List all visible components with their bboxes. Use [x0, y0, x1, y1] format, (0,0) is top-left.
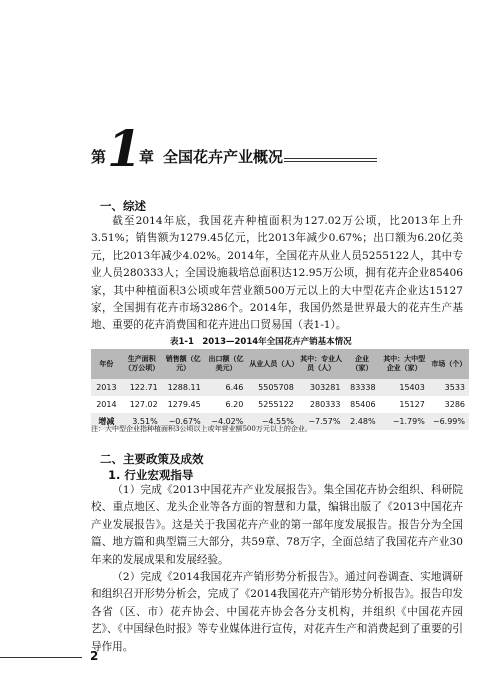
- overview-text: 截至2014年底，我国花卉种植面积为127.02万公顷，比2013年上升3.51%；销售额为1279.45亿元，比2013年减少0.67%；出口额为6.20亿美元，比2013年减少4.02%。2014年，全国花卉从业人员5255122人，其中专业人员280333人；全国设施栽培总面积达12.95万公顷，拥有花卉企业85406家，其中种植面积3公顷或年营业额500万元以上的大中型花卉企业达15127家，全国拥有花卉市场3286个。2014年，我国仍然是世界最大的花卉生产基地、重要的花卉消费国和花卉进出口贸易国（表1-1）。: [91, 215, 463, 332]
- table-cell: 303281: [298, 379, 345, 396]
- footer-rule: [0, 657, 82, 658]
- table-header-cell: 销售额（亿元）: [162, 349, 205, 379]
- table-cell: −0.67%: [162, 413, 205, 430]
- table-cell: 2.48%: [344, 413, 379, 430]
- table-header-row: [91, 349, 469, 379]
- table-cell: 增减: [91, 413, 122, 430]
- table-caption: 表1-1 2013—2014年全国花卉产销基本情况: [170, 337, 352, 347]
- table-cell: −4.55%: [247, 413, 297, 430]
- table-cell: −1.79%: [380, 413, 429, 430]
- table-cell: −6.99%: [429, 413, 469, 430]
- table-note: 注：大中型企业指种植面积3公顷以上或年营业额500万元以上的企业。: [91, 425, 312, 433]
- chapter-title: 全国花卉产业概况: [163, 148, 284, 166]
- table-cell: 127.02: [122, 396, 162, 413]
- table-header-cell: 年份: [91, 349, 122, 379]
- chapter-rule-lower: [284, 161, 377, 162]
- table-header-cell: 其中：大中型企业（家）: [380, 349, 429, 379]
- table-cell: 15127: [380, 396, 429, 413]
- chapter-suffix: 章: [139, 148, 155, 166]
- table-cell: 6.20: [205, 396, 248, 413]
- table-cell: 83338: [344, 379, 379, 396]
- chapter-rule: [284, 158, 377, 159]
- table-cell: −7.57%: [298, 413, 345, 430]
- table-cell: −4.02%: [205, 413, 248, 430]
- table-cell: 122.71: [122, 379, 162, 396]
- table-cell: 280333: [298, 396, 345, 413]
- chapter-prefix: 第: [91, 148, 107, 166]
- table-cell: 3286: [429, 396, 469, 413]
- policy-paragraph-1: （1）完成《2013中国花卉产业发展报告》。集全国花卉协会组织、科研院校、重点地区、龙头企业等各方面的智慧和力量，编辑出版了《2013中国花卉产业发展报告》。这是关于我国花卉产业的第一部年度发展报告。报告分为全国篇、地方篇和典型篇三大部分，共59章、78万字，全面总结了我国花卉产业30年来的发展成果和发展经验。: [91, 484, 463, 566]
- page-number: 2: [90, 649, 99, 663]
- table-cell: 5255122: [247, 396, 297, 413]
- overview-paragraph: [91, 213, 463, 335]
- table-cell: 15403: [380, 379, 429, 396]
- subsection-heading: 1. 行业宏观指导: [108, 468, 194, 482]
- table-header-cell: 出口额（亿美元）: [205, 349, 248, 379]
- policy-paragraph-2: （2）完成《2014我国花卉产销形势分析报告》。通过问卷调查、实地调研和组织召开形势分析会，完成了《2014我国花卉产销形势分析报告》。报告印发各省（区、市）花卉协会、中国花卉协会各分支机构，并组织《中国花卉园艺》、《中国绿色时报》等专业媒体进行宣传，对花卉生产和消费起到了重要的引导作用。: [91, 571, 463, 653]
- table-cell: 3.51%: [122, 413, 162, 430]
- table-row: [91, 379, 469, 396]
- table-header-cell: 从业人员（人）: [247, 349, 297, 379]
- table-header-cell: 生产面积（万公顷）: [122, 349, 162, 379]
- table-header-cell: 企业（家）: [344, 349, 379, 379]
- table-header-cell: 其中：专业人员（人）: [298, 349, 345, 379]
- table-cell: 5505708: [247, 379, 297, 396]
- table-cell: 85406: [344, 396, 379, 413]
- table-cell: 6.46: [205, 379, 248, 396]
- table-cell: 2013: [91, 379, 122, 396]
- table-header-cell: 市场（个）: [429, 349, 469, 379]
- table-row: [91, 396, 469, 413]
- chapter-number: 1: [107, 119, 142, 178]
- section-heading-policy: 二、主要政策及成效: [100, 452, 204, 466]
- flower-stats-table: [91, 349, 469, 430]
- section-heading-overview: 一、综述: [100, 199, 146, 213]
- table-cell: 1288.11: [162, 379, 205, 396]
- table-cell: 2014: [91, 396, 122, 413]
- chapter-heading: [91, 119, 391, 178]
- table-cell: 3533: [429, 379, 469, 396]
- policy-paragraphs: [91, 482, 463, 656]
- table-cell: 1279.45: [162, 396, 205, 413]
